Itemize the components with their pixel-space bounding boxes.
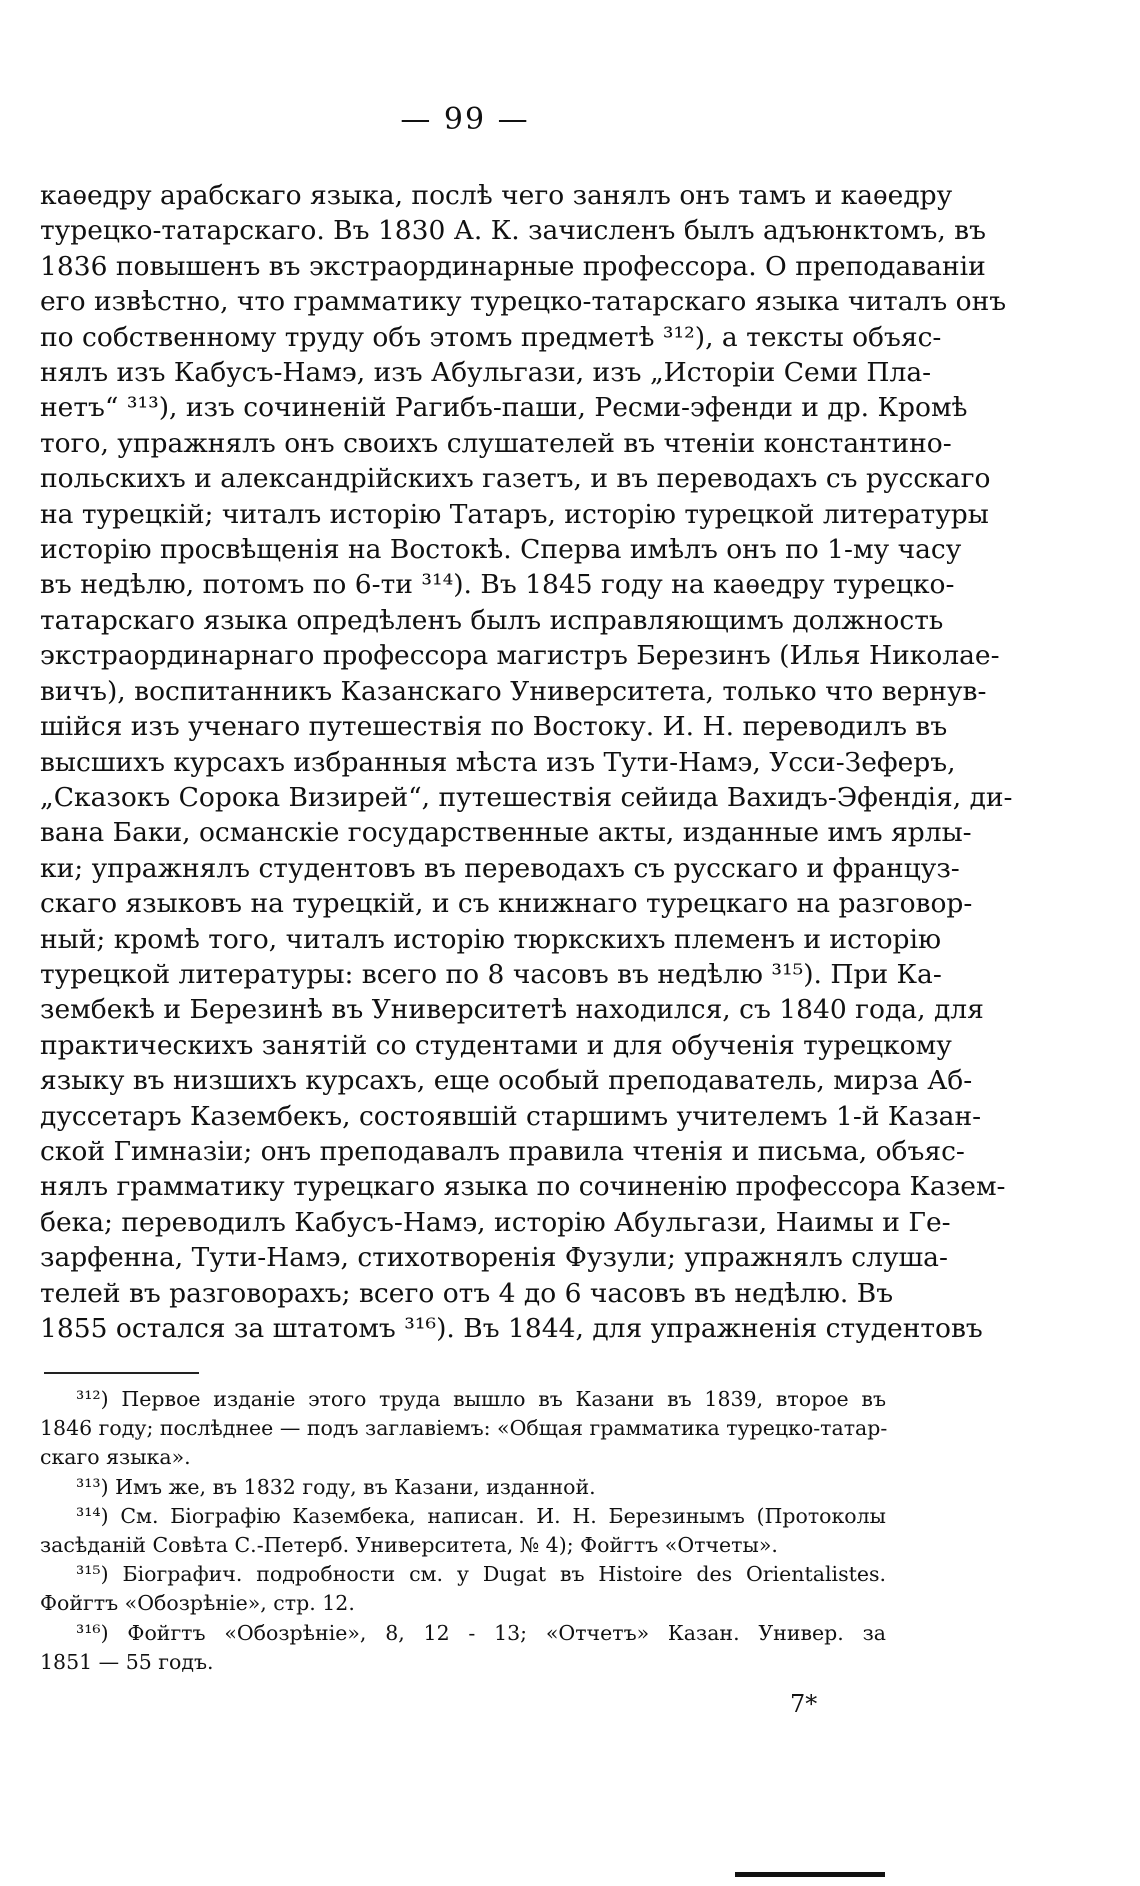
body-line: телей въ разговорахъ; всего отъ 4 до 6 часовъ въ недѣлю. Въ — [40, 1277, 894, 1309]
footnote-line: засѣданій Совѣта С.-Петерб. Университета, № 4); Фойгтъ «Отчеты». — [40, 1533, 778, 1558]
footnote-line: ³¹³) Имъ же, въ 1832 году, въ Казани, изданной. — [76, 1474, 596, 1499]
footnote-316 — [40, 1619, 886, 1677]
page-number: — 99 — — [400, 102, 530, 137]
body-line: турецко-татарскаго. Въ 1830 А. К. зачисленъ былъ адъюнктомъ, въ — [40, 215, 986, 247]
body-line: дуссетаръ Казембекъ, состоявшій старшимъ учителемъ 1-й Казан- — [40, 1100, 982, 1132]
body-line: по собственному труду объ этомъ предметѣ ³¹²), а тексты объяс- — [40, 321, 942, 353]
footnote-line: 1851 — 55 годъ. — [40, 1649, 214, 1674]
body-line: языку въ низшихъ курсахъ, еще особый преподаватель, мирза Аб- — [40, 1065, 973, 1097]
footnote-line: ³¹⁴) См. Біографію Казембека, написан. И. Н. Березинымъ (Протоколы — [76, 1503, 886, 1528]
body-line: на турецкій; читалъ исторію Татаръ, исторію турецкой литературы — [40, 498, 989, 530]
footnote-313 — [40, 1473, 886, 1502]
body-line: нетъ“ ³¹³), изъ сочиненій Рагибъ-паши, Ресми-эфенди и др. Кромѣ — [40, 392, 968, 424]
body-line: зембекѣ и Березинѣ въ Университетѣ находился, съ 1840 года, для — [40, 994, 984, 1026]
body-line: того, упражнялъ онъ своихъ слушателей въ чтеніи константино- — [40, 427, 952, 459]
body-line: вичъ), воспитанникъ Казанскаго Университета, только что вернув- — [40, 675, 987, 707]
footnote-312 — [40, 1385, 886, 1473]
footnotes — [40, 1385, 886, 1677]
footnote-line: ³¹⁶) Фойгтъ «Обозрѣніе», 8, 12 - 13; «Отчетъ» Казан. Универ. за — [76, 1620, 886, 1645]
footnote-line: Фойгтъ «Обозрѣніе», стр. 12. — [40, 1591, 355, 1616]
body-line: скаго языковъ на турецкій, и съ книжнаго турецкаго на разговор- — [40, 888, 973, 920]
body-text — [40, 178, 1013, 1346]
body-line: нялъ грамматику турецкаго языка по сочиненію профессора Казем- — [40, 1171, 1006, 1203]
signature-mark: 7* — [790, 1690, 818, 1718]
body-line: исторію просвѣщенія на Востокѣ. Сперва имѣлъ онъ по 1-му часу — [40, 534, 962, 566]
footnote-line: ³¹⁵) Біографич. подробности см. у Dugat въ Histoire des Orientalistes. — [76, 1562, 886, 1587]
body-line: каѳедру арабскаго языка, послѣ чего занялъ онъ тамъ и каѳедру — [40, 180, 953, 211]
body-line: его извѣстно, что грамматику турецко-татарскаго языка читалъ онъ — [40, 286, 1007, 318]
body-line: татарскаго языка опредѣленъ былъ исправляющимъ должность — [40, 604, 944, 636]
footnote-line: скаго языка». — [40, 1445, 191, 1470]
body-line: зарфенна, Тути-Намэ, стихотворенія Фузули; упражнялъ слуша- — [40, 1242, 948, 1274]
body-line: шійся изъ ученаго путешествія по Востоку. И. Н. переводилъ въ — [40, 711, 948, 743]
body-line: вана Баки, османскіе государственные акты, изданные имъ ярлы- — [40, 817, 972, 849]
body-line: нялъ изъ Кабусъ-Намэ, изъ Абульгази, изъ „Исторіи Семи Пла- — [40, 357, 932, 389]
body-line: практическихъ занятій со студентами и для обученія турецкому — [40, 1029, 952, 1061]
body-line: 1836 повышенъ въ экстраординарные профессора. О преподаваніи — [40, 250, 986, 282]
footnote-line: ³¹²) Первое изданіе этого труда вышло въ Казани въ 1839, второе въ — [76, 1387, 886, 1411]
body-line: бека; переводилъ Кабусъ-Намэ, исторію Абульгази, Наимы и Ге- — [40, 1206, 951, 1238]
body-line: ки; упражнялъ студентовъ въ переводахъ съ русскаго и француз- — [40, 852, 960, 884]
body-line: высшихъ курсахъ избранныя мѣста изъ Тути-Намэ, Усси-Зеферъ, — [40, 746, 956, 778]
body-line: ской Гимназіи; онъ преподавалъ правила чтенія и письма, объяс- — [40, 1135, 965, 1167]
body-line: ный; кромѣ того, читалъ исторію тюркскихъ племенъ и исторію — [40, 923, 942, 955]
footnote-divider — [44, 1372, 199, 1374]
footnote-315 — [40, 1560, 886, 1618]
body-line: въ недѣлю, потомъ по 6-ти ³¹⁴). Въ 1845 году на каѳедру турецко- — [40, 569, 955, 601]
body-line: турецкой литературы: всего по 8 часовъ въ недѣлю ³¹⁵). При Ка- — [40, 958, 942, 990]
body-line: экстраординарнаго профессора магистръ Березинъ (Илья Николае- — [40, 640, 1000, 672]
bottom-edge-mark — [735, 1872, 885, 1877]
footnote-314 — [40, 1502, 886, 1560]
body-line: 1855 остался за штатомъ ³¹⁶). Въ 1844, для упражненія студентовъ — [40, 1313, 983, 1344]
body-line: польскихъ и александрійскихъ газетъ, и въ переводахъ съ русскаго — [40, 463, 991, 495]
footnote-line: 1846 году; послѣднее — подъ заглавіемъ: «Общая грамматика турецко-татар- — [40, 1416, 888, 1441]
body-line: „Сказокъ Сорока Визирей“, путешествія сейида Вахидъ-Эфендія, ди- — [40, 781, 1013, 813]
